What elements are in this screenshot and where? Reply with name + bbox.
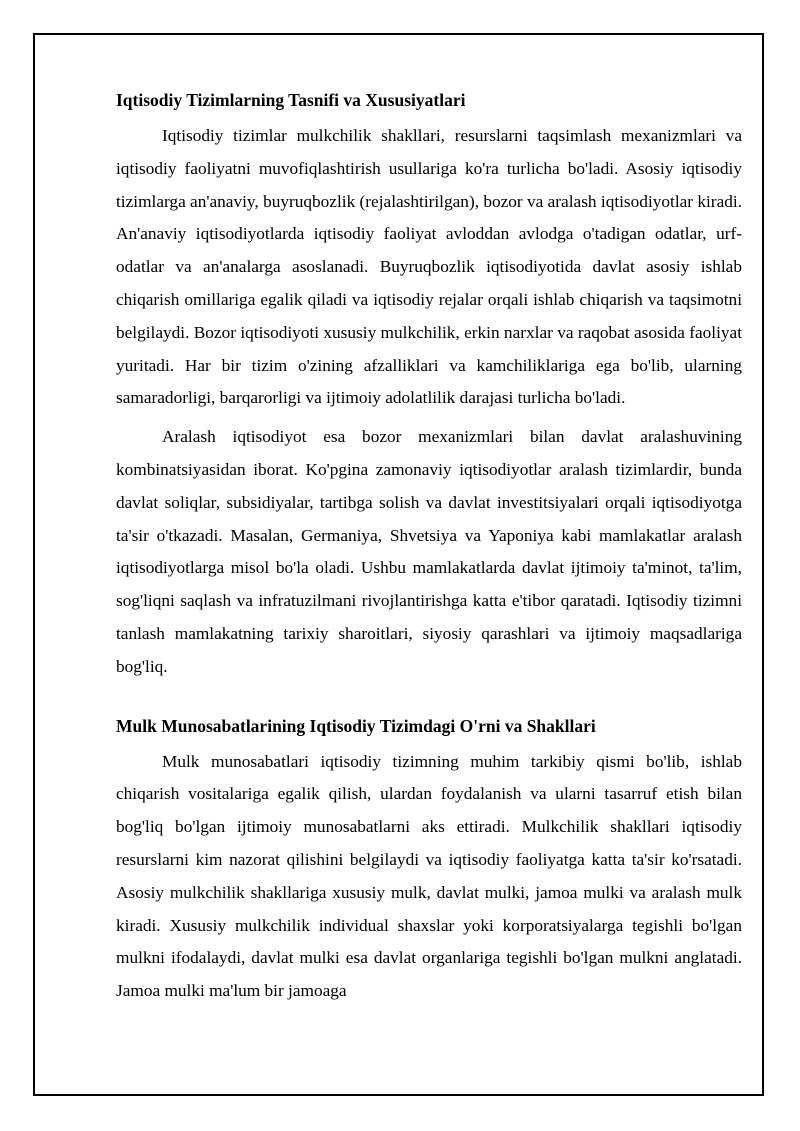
paragraph: Iqtisodiy tizimlar mulkchilik shakllari, resurslarni taqsimlash mexanizmlari va iqtisodiy faoliyatni muvofiqlashtirish usullariga ko'ra turlicha bo'ladi. Asosiy iqtisodiy tizimlarga an'anaviy, buyruqbozlik (rejalashtirilgan), bozor va aralash iqtisodiyotlar kiradi. An'anaviy iqtisodiyotlarda iqtisodiy faoliyat avloddan avlodga o'tadigan odatlar, urf-odatlar va an'analarga asoslanadi. Buyruqbozlik iqtisodiyotida davlat asosiy ishlab chiqarish omillariga egalik qiladi va iqtisodiy rejalar orqali ishlab chiqarish va taqsimotni belgilaydi. Bozor iqtisodiyoti xususiy mulkchilik, erkin narxlar va raqobat asosida faoliyat yuritadi. Har bir tizim o'zining afzalliklari va kamchiliklariga ega bo'lib, ularning samaradorligi, barqarorligi va ijtimoiy adolatlilik darajasi turlicha bo'ladi. — [116, 126, 742, 408]
section-heading: Iqtisodiy Tizimlarning Tasnifi va Xususiyatlari — [116, 90, 466, 110]
section-spacer — [116, 690, 742, 710]
section-economic-systems — [116, 84, 742, 684]
section-heading: Mulk Munosabatlarining Iqtisodiy Tizimdagi O'rni va Shakllari — [116, 715, 596, 736]
paragraph: Aralash iqtisodiyot esa bozor mexanizmlari bilan davlat aralashuvining kombinatsiyasidan iborat. Ko'pgina zamonaviy iqtisodiyotlar aralash tizimlardir, bunda davlat soliqlar, subsidiyalar, tartibga solish va davlat investitsiyalari orqali iqtisodiyotga ta'sir o'tkazadi. Masalan, Germaniya, Shvetsiya va Yaponiya kabi mamlakatlar aralash iqtisodiyotlarga misol bo'la oladi. Ushbu mamlakatlarda davlat ijtimoiy ta'minot, ta'lim, sog'liqni saqlash va infratuzilmani rivojlantirishga katta e'tibor qaratadi. Iqtisodiy tizimni tanlash mamlakatning tarixiy sharoitlari, siyosiy qarashlari va ijtimoiy maqsadlariga bog'liq. — [116, 427, 742, 676]
paragraph: Mulk munosabatlari iqtisodiy tizimning muhim tarkibiy qismi bo'lib, ishlab chiqarish vositalariga egalik qilish, ulardan foydalanish va ularni tasarruf etish bilan bog'liq bo'lgan ijtimoiy munosabatlarni aks ettiradi. Mulkchilik shakllari iqtisodiy resurslarni kim nazorat qilishini belgilaydi va iqtisodiy faoliyatga katta ta'sir ko'rsatadi. Asosiy mulkchilik shakllariga xususiy mulk, davlat mulki, jamoa mulki va aralash mulk kiradi. Xususiy mulkchilik individual shaxslar yoki korporatsiyalarga tegishli bo'lgan mulkni ifodalaydi, davlat mulki esa davlat organlariga tegishli bo'lgan mulkni anglatadi. Jamoa mulki ma'lum bir jamoaga — [116, 751, 742, 1001]
section-property-relations — [116, 710, 742, 1008]
document-body — [116, 84, 742, 1014]
